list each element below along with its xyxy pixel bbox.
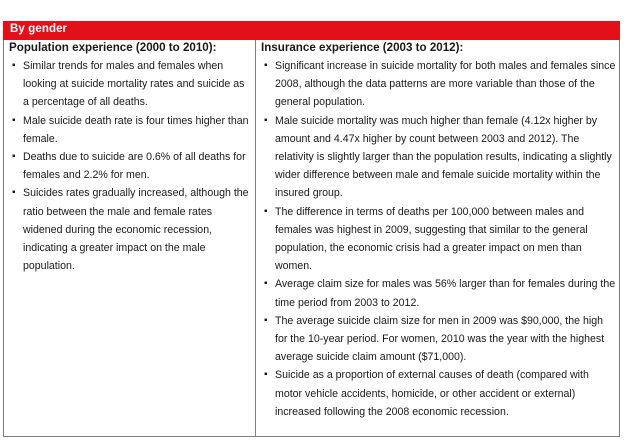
list-item-text: Average claim size for males was 56% larger than for females during the time period from 2003 to 2012. [275,278,616,309]
column-divider [255,40,256,436]
bullet-icon: ▪ [12,114,16,126]
list-item [9,148,252,184]
list-item [261,57,617,112]
list-item-text: Suicide as a proportion of external causes of death (compared with motor vehicle accidents, homicide, or other accident or external) increased following the 2008 economic recession. [275,369,589,418]
list-item-text: Male suicide mortality was much higher than female (4.12x higher by amount and 4.47x higher by count between 2003 and 2012). The relativity is slightly larger than the population results, indicating a slightly wider difference between male and female suicide mortality within the insured group. [275,114,612,200]
bullet-icon: ▪ [264,114,268,126]
list-item [261,112,617,203]
table-header-title: By gender [10,23,68,35]
bullet-icon: ▪ [12,187,16,199]
insurance-list [261,57,617,421]
list-item [9,57,252,112]
bullet-icon: ▪ [12,151,16,163]
list-item-text: Male suicide death rate is four times higher than female. [23,114,249,145]
list-item-text: The difference in terms of deaths per 100,000 between males and females was highest in 2009, suggesting that similar to the general population, the economic crisis had a greater impact on men than women. [275,205,588,273]
population-list [9,57,252,275]
list-item-text: Suicides rates gradually increased, although the ratio between the male and female rates widened during the economic recession, indicating a greater impact on the male population. [23,187,249,273]
bullet-icon: ▪ [264,205,268,217]
list-item [261,312,617,367]
list-item [261,366,617,421]
list-item-text: The average suicide claim size for men in 2009 was $90,000, the high for the 10-year period. For women, 2010 was the year with the highest average suicide claim amount ($71,000). [275,314,605,364]
population-column [9,40,252,275]
population-column-title: Population experience (2000 to 2010): [9,41,217,54]
list-item-text: Deaths due to suicide are 0.6% of all deaths for females and 2.2% for men. [23,151,246,182]
insurance-column-title: Insurance experience (2003 to 2012): [261,41,464,54]
list-item [261,275,617,311]
bullet-icon: ▪ [12,60,16,71]
list-item-text: Significant increase in suicide mortality for both males and females since 2008, although the data patterns are more variable than those of the general population. [275,60,616,109]
bullet-icon: ▪ [264,369,268,381]
list-item [261,203,617,276]
list-item [9,184,252,275]
list-item [9,112,252,148]
bullet-icon: ▪ [264,60,268,71]
bullet-icon: ▪ [264,278,268,290]
insurance-column [261,40,617,421]
table-header-bar [3,21,620,40]
bullet-icon: ▪ [264,314,268,326]
list-item-text: Similar trends for males and females when looking at suicide mortality rates and suicide as a percentage of all deaths. [23,60,245,109]
